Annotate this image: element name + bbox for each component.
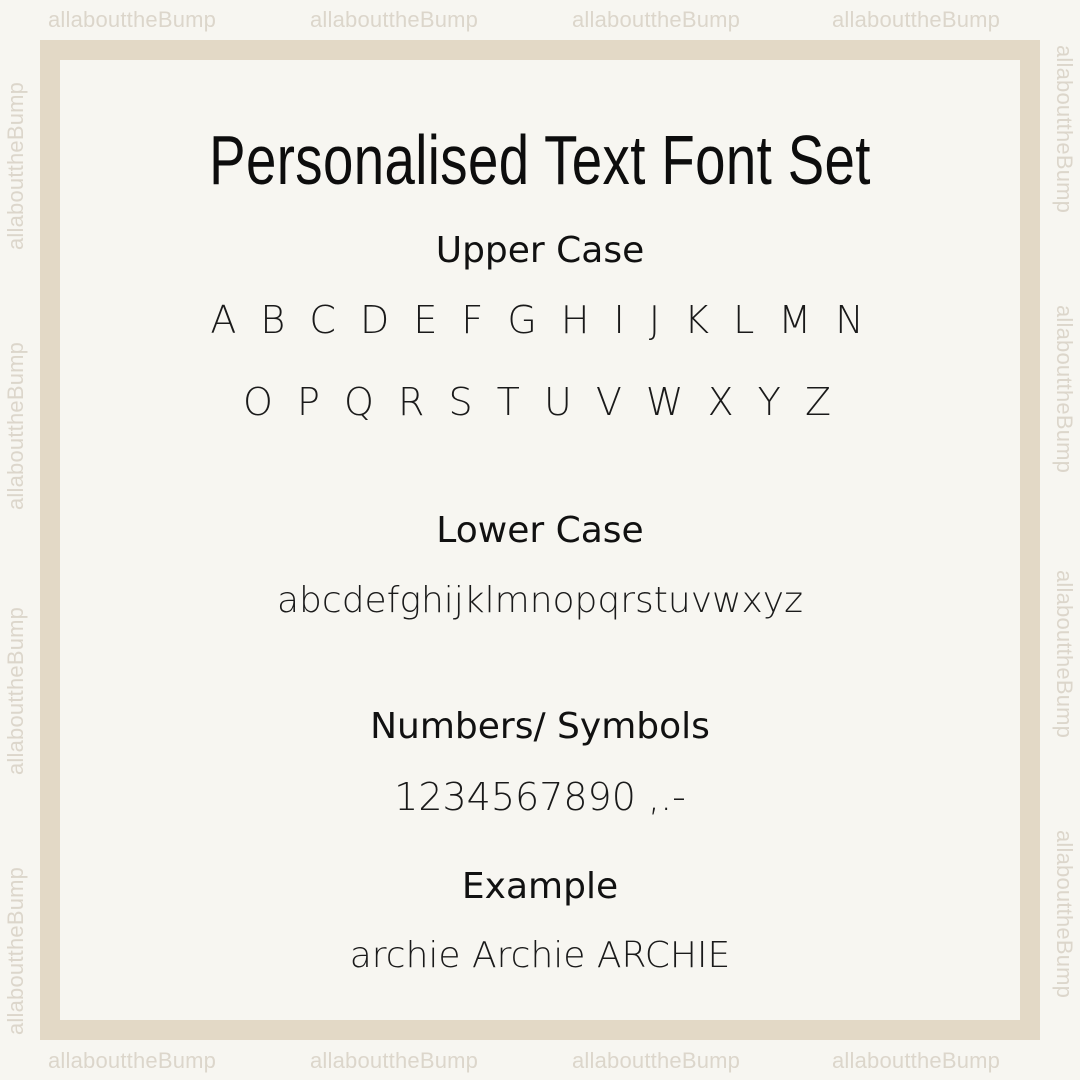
upper-case-sample-row-1: A B C D E F G H I J K L M N — [210, 298, 870, 342]
watermark-left-3: allabouttheBump — [3, 606, 28, 775]
watermark-right-3: allabouttheBump — [1052, 570, 1077, 739]
watermark-top-3: allabouttheBump — [572, 7, 741, 32]
upper-case-sample-row-2: O P Q R S T U V W X Y Z — [243, 380, 837, 424]
example-heading: Example — [461, 866, 619, 907]
numbers-symbols-heading: Numbers/ Symbols — [370, 706, 710, 747]
page-title: Personalised Text Font Set — [209, 121, 871, 199]
lower-case-heading: Lower Case — [436, 510, 644, 551]
watermark-left-2: allabouttheBump — [3, 341, 28, 510]
upper-case-heading: Upper Case — [435, 230, 645, 271]
watermark-left-1: allabouttheBump — [3, 81, 28, 250]
watermark-bottom-1: allabouttheBump — [48, 1048, 217, 1073]
lower-case-sample: abcdefghijklmnopqrstuvwxyz — [276, 580, 803, 621]
watermark-bottom-3: allabouttheBump — [572, 1048, 741, 1073]
watermark-top-1: allabouttheBump — [48, 7, 217, 32]
watermark-right-1: allabouttheBump — [1052, 45, 1077, 214]
watermark-top-4: allabouttheBump — [832, 7, 1001, 32]
watermark-left-4: allabouttheBump — [3, 866, 28, 1035]
watermark-top-2: allabouttheBump — [310, 7, 479, 32]
watermark-bottom-2: allabouttheBump — [310, 1048, 479, 1073]
numbers-symbols-sample: 1234567890 ,.- — [394, 775, 686, 819]
watermark-right-2: allabouttheBump — [1052, 305, 1077, 474]
watermark-right-4: allabouttheBump — [1052, 830, 1077, 999]
watermark-bottom-4: allabouttheBump — [832, 1048, 1001, 1073]
example-sample: archie Archie ARCHIE — [349, 935, 731, 976]
